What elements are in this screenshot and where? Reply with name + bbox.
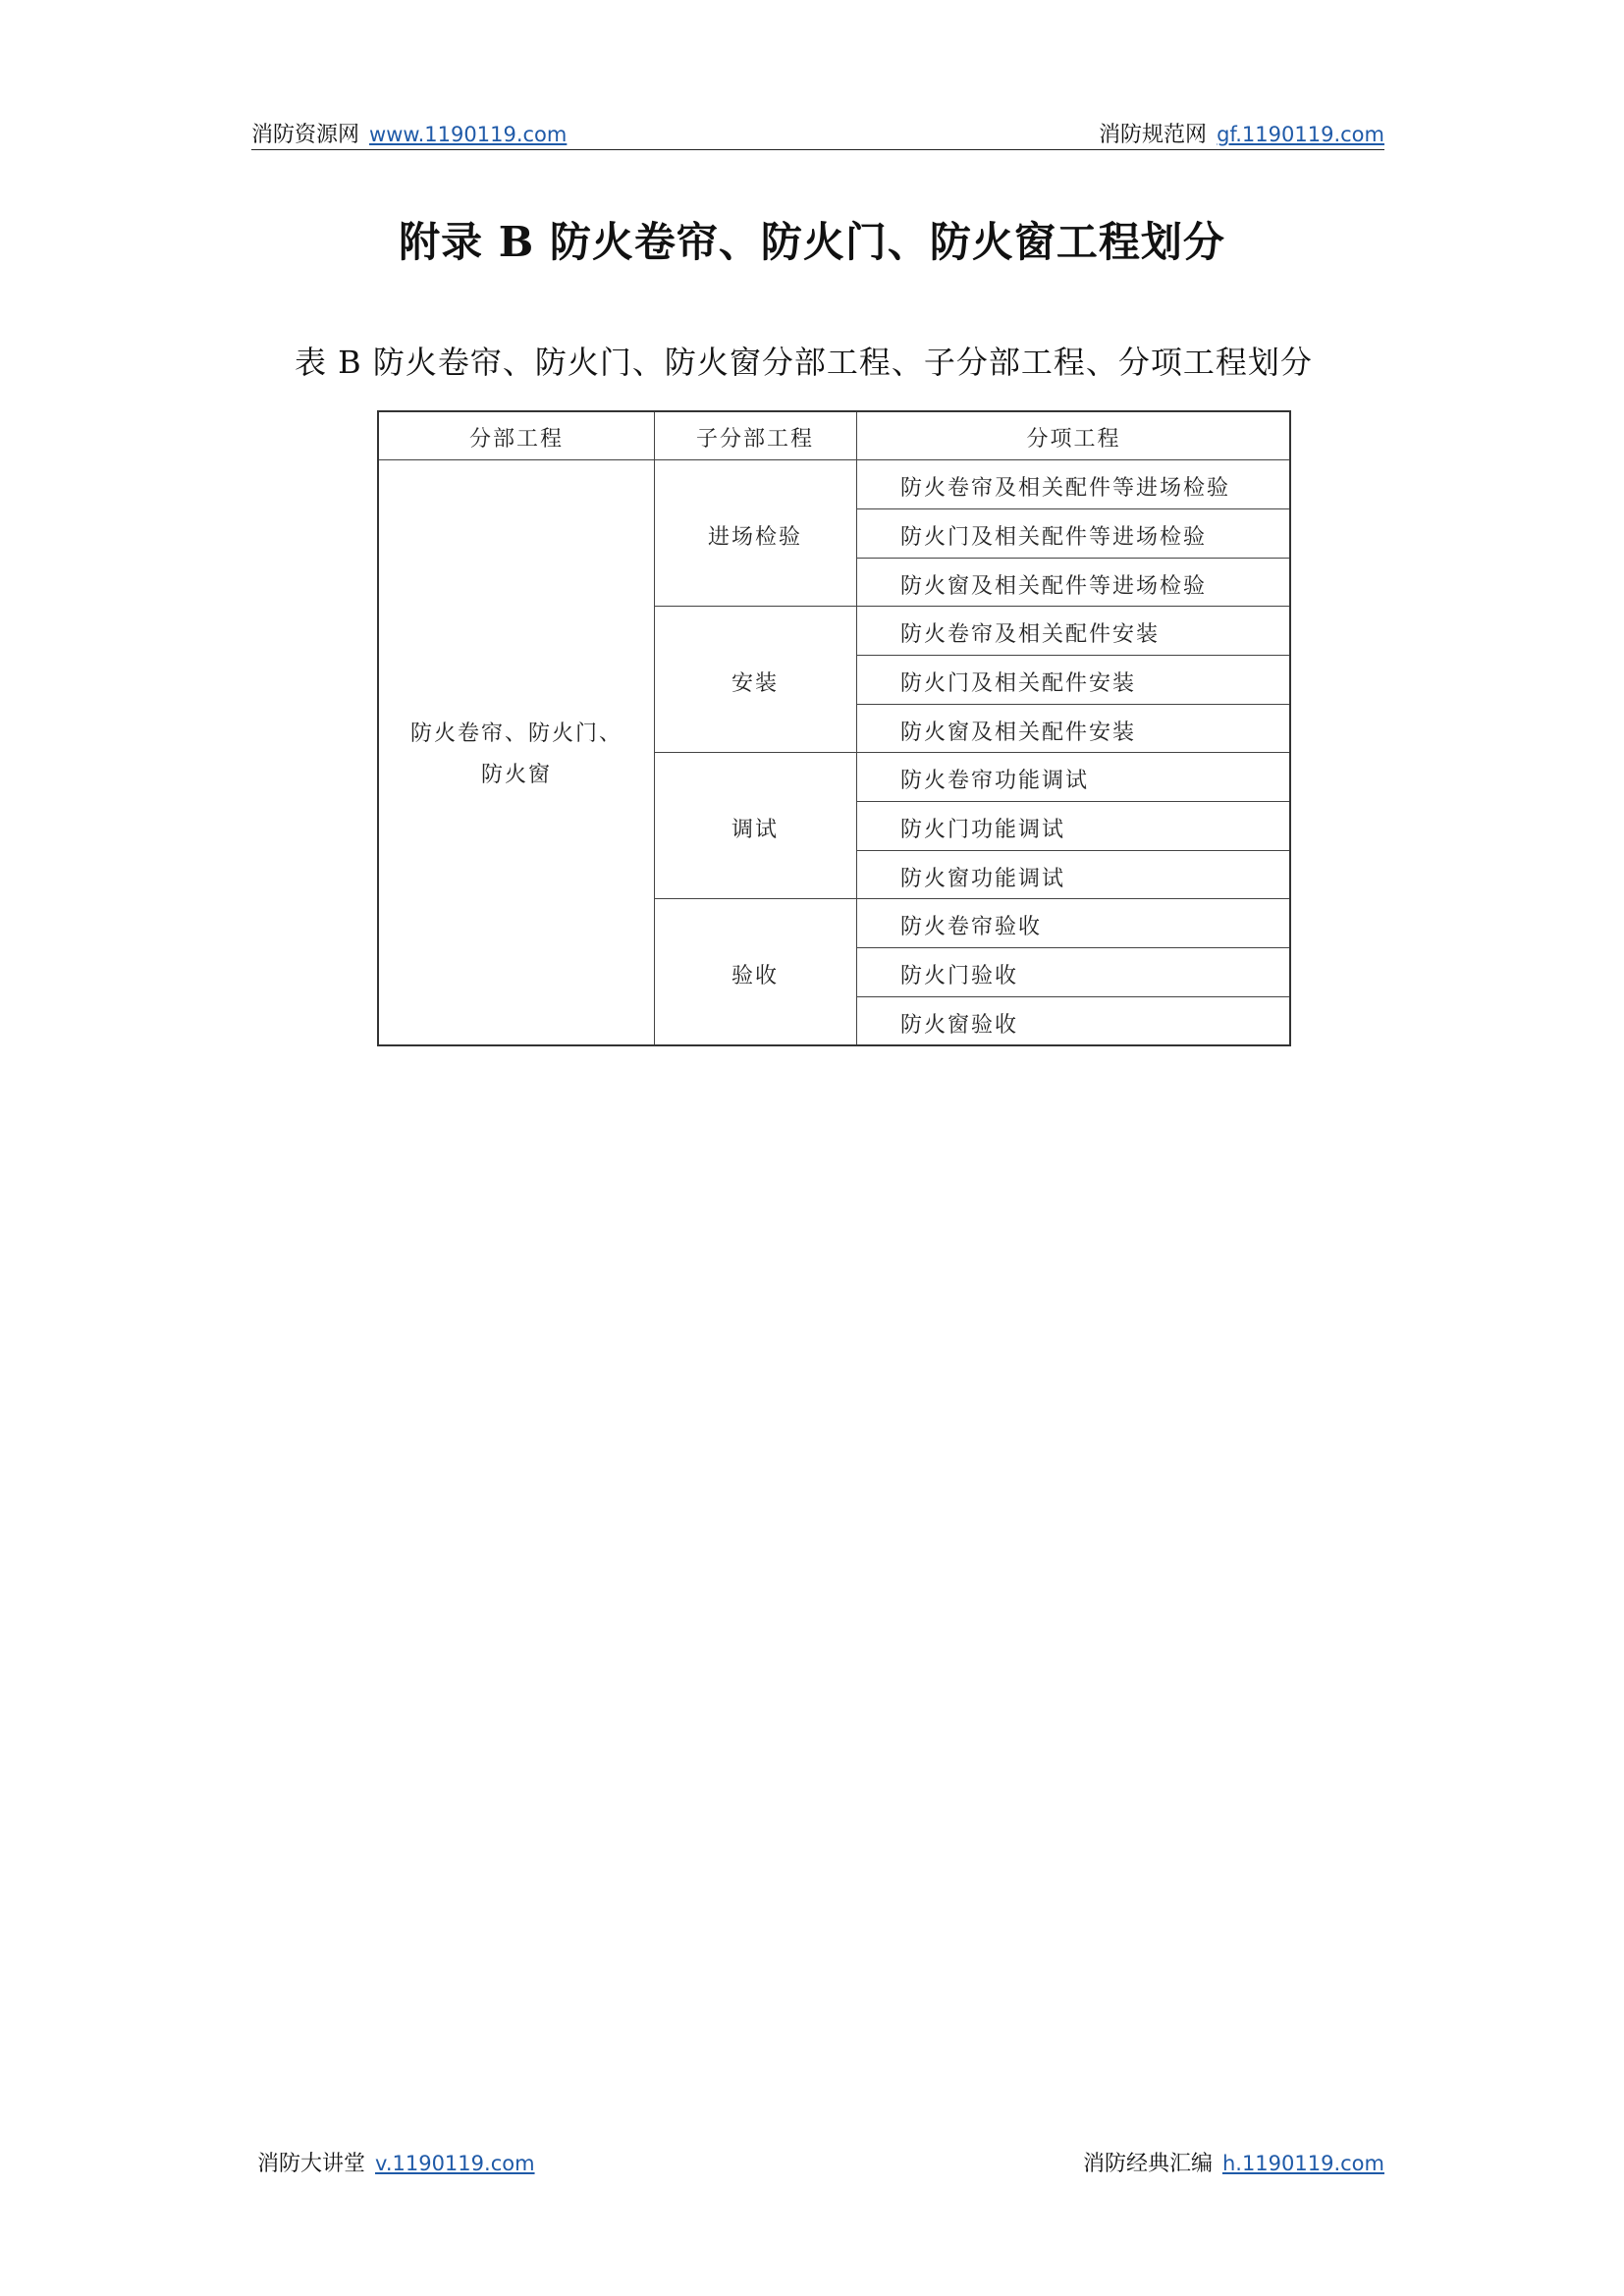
item-cell: 防火卷帘及相关配件等进场检验 [900, 476, 1231, 501]
footer-right [1083, 2147, 1384, 2181]
page-header [251, 120, 1384, 150]
row-divider [856, 655, 1289, 656]
column-header-division: 分部工程 [468, 427, 564, 452]
column-divider-1 [654, 412, 655, 1044]
subdivision-cell: 调试 [731, 818, 779, 842]
subdivision-cell: 安装 [731, 671, 779, 696]
row-divider [856, 801, 1289, 802]
footer-right-site: 消防经典汇编 [1082, 2152, 1213, 2176]
header-left-site: 消防资源网 [251, 123, 360, 147]
item-cell: 防火门及相关配件安装 [900, 671, 1137, 696]
item-cell: 防火窗及相关配件安装 [900, 721, 1137, 745]
item-cell: 防火门功能调试 [900, 818, 1066, 842]
item-cell: 防火门验收 [900, 964, 1019, 988]
row-divider [856, 996, 1289, 997]
row-divider [856, 704, 1289, 705]
column-header-subdivision: 子分部工程 [695, 427, 814, 452]
item-cell: 防火门及相关配件等进场检验 [900, 525, 1208, 550]
group-divider [654, 606, 1289, 607]
division-table [377, 410, 1291, 1046]
header-row-divider [379, 459, 1289, 460]
subdivision-cell: 验收 [731, 964, 779, 988]
footer-right-link[interactable]: h.1190119.com [1221, 2152, 1384, 2175]
division-cell-line2: 防火窗 [480, 763, 552, 787]
footer-left [257, 2147, 535, 2181]
footer-left-site: 消防大讲堂 [257, 2152, 366, 2176]
header-right [1099, 120, 1384, 150]
page-footer [257, 2147, 1384, 2180]
group-divider [654, 752, 1289, 753]
page-title: 附录 B 防火卷帘、防火门、防火窗工程划分 [399, 218, 1225, 266]
table-caption: 表 B 防火卷帘、防火门、防火窗分部工程、子分部工程、分项工程划分 [295, 344, 1313, 381]
group-divider [654, 898, 1289, 899]
header-right-link[interactable]: gf.1190119.com [1217, 123, 1384, 146]
item-cell: 防火窗功能调试 [900, 867, 1066, 891]
subdivision-cell: 进场检验 [707, 525, 802, 550]
item-cell: 防火卷帘功能调试 [900, 769, 1090, 793]
division-cell-line1: 防火卷帘、防火门、 [409, 721, 623, 746]
row-divider [856, 947, 1289, 948]
item-cell: 防火窗验收 [900, 1013, 1019, 1038]
header-left [251, 120, 567, 150]
header-right-site: 消防规范网 [1099, 123, 1208, 147]
column-header-item: 分项工程 [1026, 427, 1121, 452]
row-divider [856, 558, 1289, 559]
item-cell: 防火窗及相关配件等进场检验 [900, 574, 1208, 599]
row-divider [856, 508, 1289, 509]
footer-left-link[interactable]: v.1190119.com [375, 2152, 535, 2175]
header-left-link[interactable]: www.1190119.com [369, 123, 568, 146]
row-divider [856, 850, 1289, 851]
column-divider-2 [856, 412, 857, 1044]
item-cell: 防火卷帘验收 [900, 915, 1043, 939]
item-cell: 防火卷帘及相关配件安装 [900, 622, 1161, 647]
